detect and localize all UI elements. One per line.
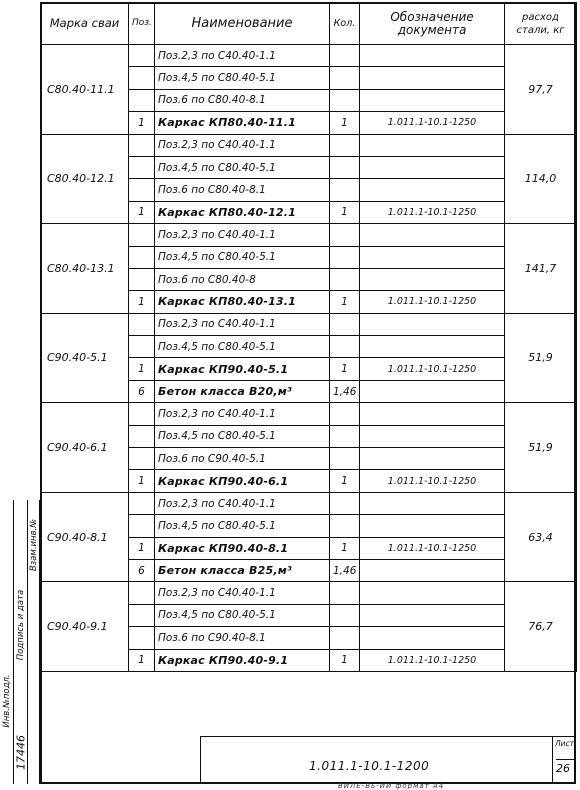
position-cell bbox=[129, 604, 155, 626]
steel-consumption-cell: 141,7 bbox=[505, 224, 577, 314]
footer-note: ВИЛЕ-Вь-ИИ формат А4 bbox=[338, 782, 445, 790]
document-code-cell bbox=[360, 582, 505, 604]
position-cell bbox=[129, 89, 155, 111]
document-code-cell bbox=[360, 425, 505, 447]
steel-consumption-cell: 63,4 bbox=[505, 492, 577, 582]
quantity-cell bbox=[330, 492, 360, 514]
document-code-cell: 1.011.1-10.1-1250 bbox=[360, 112, 505, 134]
quantity-cell bbox=[330, 67, 360, 89]
item-name-cell: Поз.4,5 по С80.40-5.1 bbox=[155, 156, 330, 178]
item-name-cell: Каркас КП90.40-5.1 bbox=[155, 358, 330, 380]
quantity-cell bbox=[330, 179, 360, 201]
position-cell bbox=[129, 448, 155, 470]
table-row bbox=[41, 224, 577, 246]
position-cell bbox=[129, 492, 155, 514]
steel-consumption-cell: 76,7 bbox=[505, 582, 577, 672]
document-code-cell: 1.011.1-10.1-1250 bbox=[360, 201, 505, 223]
quantity-cell: 1 bbox=[330, 470, 360, 492]
quantity-cell bbox=[330, 425, 360, 447]
document-code-cell: 1.011.1-10.1-1250 bbox=[360, 291, 505, 313]
quantity-cell: 1 bbox=[330, 537, 360, 559]
position-cell: 6 bbox=[129, 559, 155, 581]
item-name-cell: Каркас КП90.40-8.1 bbox=[155, 537, 330, 559]
header-qty: Кол. bbox=[330, 3, 360, 45]
document-code-cell: 1.011.1-10.1-1250 bbox=[360, 358, 505, 380]
table-row bbox=[41, 313, 577, 335]
document-code-cell bbox=[360, 448, 505, 470]
signature-label: Подпись и дата bbox=[15, 589, 26, 661]
item-name-cell: Каркас КП90.40-6.1 bbox=[155, 470, 330, 492]
document-code-cell bbox=[360, 268, 505, 290]
document-code-cell: 1.011.1-10.1-1250 bbox=[360, 537, 505, 559]
item-name-cell: Поз.2,3 по С40.40-1.1 bbox=[155, 492, 330, 514]
quantity-cell bbox=[330, 336, 360, 358]
quantity-cell bbox=[330, 313, 360, 335]
quantity-cell bbox=[330, 627, 360, 649]
document-code-cell bbox=[360, 492, 505, 514]
position-cell bbox=[129, 156, 155, 178]
sheet-label: Лист bbox=[555, 739, 575, 748]
item-name-cell: Поз.2,3 по С40.40-1.1 bbox=[155, 134, 330, 156]
item-name-cell: Поз.4,5 по С80.40-5.1 bbox=[155, 246, 330, 268]
item-name-cell: Поз.2,3 по С40.40-1.1 bbox=[155, 582, 330, 604]
position-cell: 1 bbox=[129, 649, 155, 671]
position-cell: 1 bbox=[129, 470, 155, 492]
pile-mark-cell: С90.40-9.1 bbox=[41, 582, 129, 672]
item-name-cell: Поз.6 по С80.40-8.1 bbox=[155, 179, 330, 201]
position-cell bbox=[129, 403, 155, 425]
document-code-cell bbox=[360, 559, 505, 581]
item-name-cell: Поз.6 по С90.40-8.1 bbox=[155, 627, 330, 649]
steel-consumption-cell: 114,0 bbox=[505, 134, 577, 224]
position-cell bbox=[129, 627, 155, 649]
item-name-cell: Бетон класса В25,м³ bbox=[155, 559, 330, 581]
position-cell: 1 bbox=[129, 112, 155, 134]
quantity-cell bbox=[330, 246, 360, 268]
quantity-cell bbox=[330, 224, 360, 246]
pile-mark-cell: С80.40-12.1 bbox=[41, 134, 129, 224]
item-name-cell: Поз.2,3 по С40.40-1.1 bbox=[155, 403, 330, 425]
table-row bbox=[41, 134, 577, 156]
document-code-cell bbox=[360, 156, 505, 178]
item-name-cell: Поз.6 по С90.40-5.1 bbox=[155, 448, 330, 470]
sheet-number: 26 bbox=[556, 759, 576, 775]
document-code-cell bbox=[360, 89, 505, 111]
side-col-inv bbox=[0, 500, 14, 784]
position-cell bbox=[129, 134, 155, 156]
item-name-cell: Поз.4,5 по С80.40-5.1 bbox=[155, 67, 330, 89]
table-row bbox=[41, 403, 577, 425]
specification-table bbox=[40, 2, 577, 672]
side-col-swap bbox=[28, 500, 40, 784]
position-cell bbox=[129, 179, 155, 201]
item-name-cell: Поз.4,5 по С80.40-5.1 bbox=[155, 515, 330, 537]
pile-mark-cell: С90.40-5.1 bbox=[41, 313, 129, 403]
position-cell: 1 bbox=[129, 201, 155, 223]
item-name-cell: Поз.6 по С80.40-8.1 bbox=[155, 89, 330, 111]
item-name-cell: Поз.4,5 по С80.40-5.1 bbox=[155, 604, 330, 626]
document-code-cell bbox=[360, 246, 505, 268]
document-code: 1.011.1-10.1-1200 bbox=[309, 759, 430, 773]
item-name-cell: Каркас КП80.40-11.1 bbox=[155, 112, 330, 134]
table-row bbox=[41, 45, 577, 67]
position-cell: 1 bbox=[129, 537, 155, 559]
position-cell bbox=[129, 336, 155, 358]
quantity-cell: 1 bbox=[330, 291, 360, 313]
position-cell bbox=[129, 425, 155, 447]
item-name-cell: Поз.6 по С80.40-8 bbox=[155, 268, 330, 290]
position-cell bbox=[129, 268, 155, 290]
document-code-cell bbox=[360, 336, 505, 358]
document-code-cell bbox=[360, 224, 505, 246]
steel-consumption-cell: 51,9 bbox=[505, 403, 577, 493]
header-mark: Марка сваи bbox=[41, 3, 129, 45]
quantity-cell bbox=[330, 403, 360, 425]
item-name-cell: Каркас КП80.40-13.1 bbox=[155, 291, 330, 313]
position-cell bbox=[129, 246, 155, 268]
quantity-cell: 1 bbox=[330, 358, 360, 380]
header-steel: расход стали, кг bbox=[505, 3, 577, 45]
position-cell bbox=[129, 515, 155, 537]
pile-mark-cell: С80.40-13.1 bbox=[41, 224, 129, 314]
position-cell bbox=[129, 582, 155, 604]
item-name-cell: Поз.4,5 по С80.40-5.1 bbox=[155, 336, 330, 358]
pile-mark-cell: С90.40-8.1 bbox=[41, 492, 129, 582]
table-header-row bbox=[41, 3, 577, 45]
quantity-cell bbox=[330, 448, 360, 470]
item-name-cell: Поз.2,3 по С40.40-1.1 bbox=[155, 45, 330, 67]
pile-mark-cell: С90.40-6.1 bbox=[41, 403, 129, 493]
item-name-cell: Поз.4,5 по С80.40-5.1 bbox=[155, 425, 330, 447]
quantity-cell bbox=[330, 45, 360, 67]
document-code-cell bbox=[360, 403, 505, 425]
quantity-cell bbox=[330, 268, 360, 290]
quantity-cell: 1 bbox=[330, 649, 360, 671]
quantity-cell: 1 bbox=[330, 201, 360, 223]
quantity-cell bbox=[330, 156, 360, 178]
document-code-cell bbox=[360, 515, 505, 537]
steel-consumption-cell: 97,7 bbox=[505, 45, 577, 135]
sheet-number-box bbox=[552, 737, 576, 783]
quantity-cell bbox=[330, 515, 360, 537]
document-code-cell bbox=[360, 604, 505, 626]
document-code-cell bbox=[360, 627, 505, 649]
document-code-cell: 1.011.1-10.1-1250 bbox=[360, 470, 505, 492]
table-body bbox=[41, 45, 577, 672]
side-stamp bbox=[0, 500, 40, 784]
position-cell bbox=[129, 45, 155, 67]
quantity-cell bbox=[330, 89, 360, 111]
item-name-cell: Каркас КП90.40-9.1 bbox=[155, 649, 330, 671]
quantity-cell bbox=[330, 604, 360, 626]
document-code-cell bbox=[360, 179, 505, 201]
inv-number: 17446 bbox=[14, 735, 28, 770]
item-name-cell: Каркас КП80.40-12.1 bbox=[155, 201, 330, 223]
position-cell: 1 bbox=[129, 291, 155, 313]
position-cell: 6 bbox=[129, 380, 155, 402]
document-code-cell bbox=[360, 313, 505, 335]
document-code-cell bbox=[360, 45, 505, 67]
swap-label: Взам.инв.№ bbox=[29, 518, 39, 572]
table-row bbox=[41, 492, 577, 514]
title-block bbox=[200, 736, 576, 784]
document-code-cell bbox=[360, 380, 505, 402]
quantity-cell: 1,46 bbox=[330, 559, 360, 581]
inv-label: Инв.№подл. bbox=[1, 674, 12, 728]
quantity-cell: 1 bbox=[330, 112, 360, 134]
header-doc: Обозначение документа bbox=[360, 3, 505, 45]
pile-mark-cell: С80.40-11.1 bbox=[41, 45, 129, 135]
quantity-cell: 1,46 bbox=[330, 380, 360, 402]
quantity-cell bbox=[330, 582, 360, 604]
document-code-cell bbox=[360, 67, 505, 89]
position-cell bbox=[129, 313, 155, 335]
position-cell: 1 bbox=[129, 358, 155, 380]
position-cell bbox=[129, 224, 155, 246]
header-pos: Поз. bbox=[129, 3, 155, 45]
document-code-cell: 1.011.1-10.1-1250 bbox=[360, 649, 505, 671]
item-name-cell: Поз.2,3 по С40.40-1.1 bbox=[155, 313, 330, 335]
item-name-cell: Бетон класса В20,м³ bbox=[155, 380, 330, 402]
table-row bbox=[41, 582, 577, 604]
quantity-cell bbox=[330, 134, 360, 156]
item-name-cell: Поз.2,3 по С40.40-1.1 bbox=[155, 224, 330, 246]
position-cell bbox=[129, 67, 155, 89]
steel-consumption-cell: 51,9 bbox=[505, 313, 577, 403]
document-code-cell bbox=[360, 134, 505, 156]
header-name: Наименование bbox=[155, 3, 330, 45]
